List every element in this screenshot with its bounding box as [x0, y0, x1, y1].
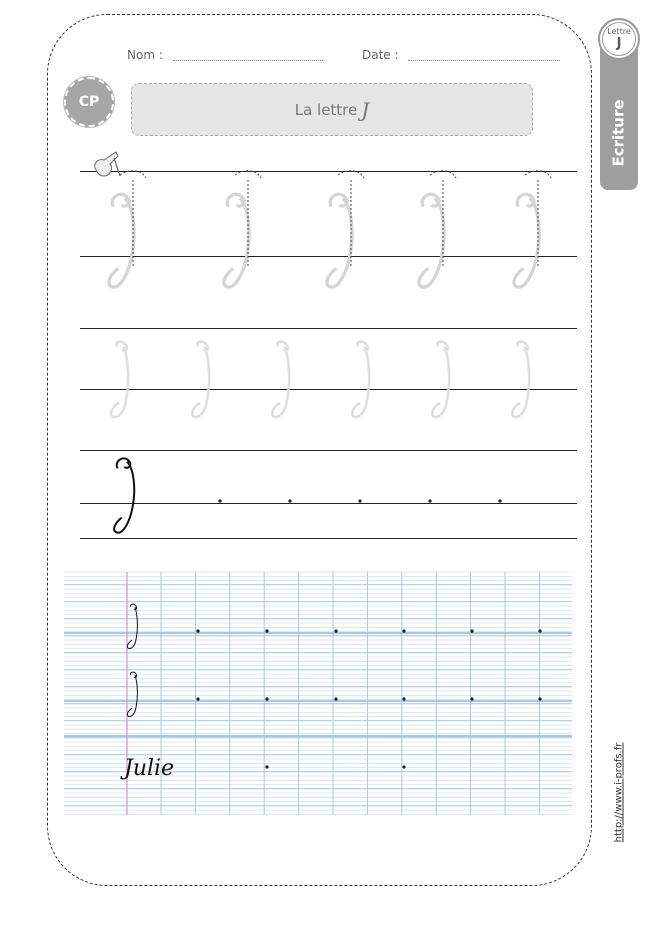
seyes-dots — [196, 629, 541, 768]
seyes-model-julie: Julie — [124, 756, 175, 781]
title-letter: J — [361, 97, 370, 122]
trace-row-medium — [111, 342, 529, 417]
level-badge-text: CP — [78, 94, 100, 110]
trace-row-big — [109, 194, 539, 287]
side-tab-circle — [598, 18, 640, 60]
side-tab-vertical-label: Ecriture — [610, 99, 629, 167]
side-tab-letter: J — [616, 36, 622, 51]
model-letter-j — [114, 458, 134, 532]
side-tab-top-label: Lettre — [607, 27, 631, 36]
start-dots — [218, 499, 501, 502]
date-label: Date : — [362, 48, 399, 62]
name-label: Nom : — [127, 48, 163, 62]
writing-hand-icon — [95, 152, 120, 176]
source-link[interactable]: http://www.i-profs.fr — [613, 742, 625, 843]
title-text: La lettre — [294, 100, 358, 119]
stroke-guides — [120, 171, 551, 268]
